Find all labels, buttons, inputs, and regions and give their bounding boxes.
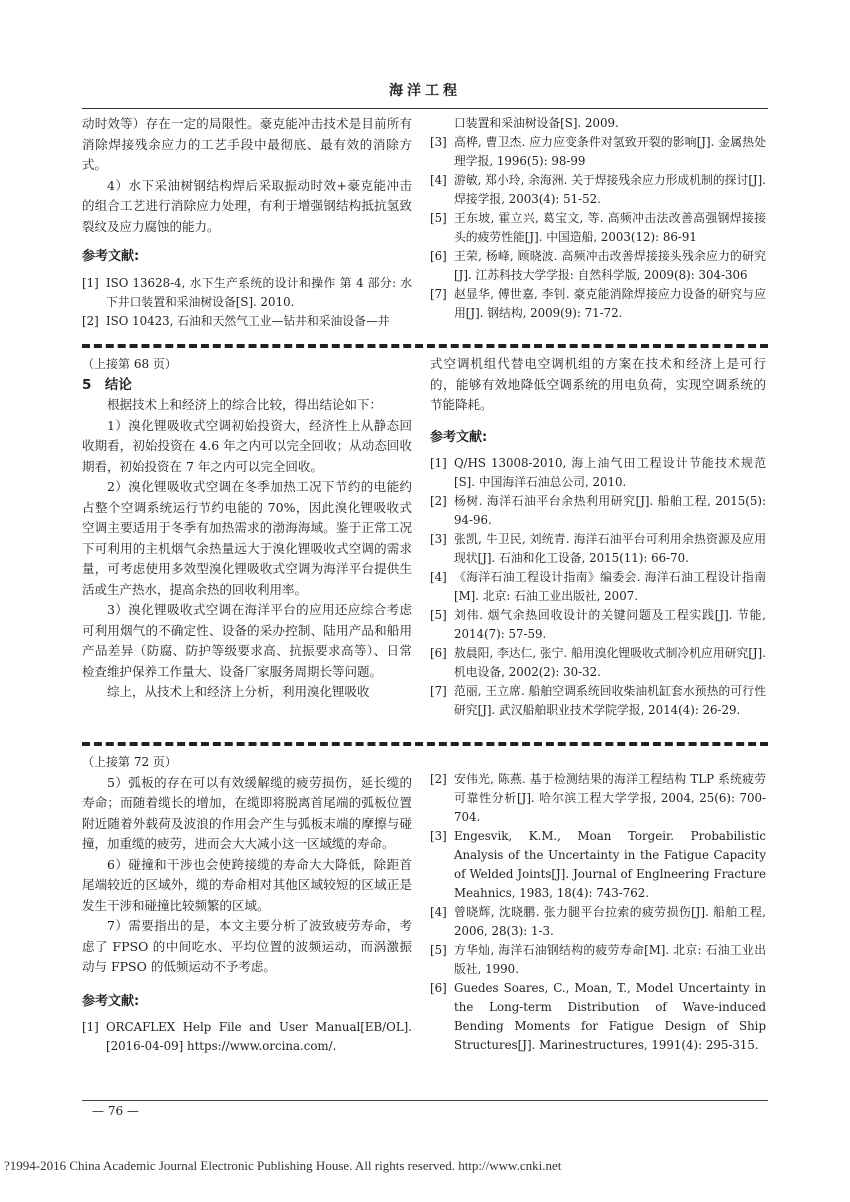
block1-right-refs — [430, 114, 766, 323]
reference-item — [430, 454, 766, 492]
reference-number: [6] — [430, 249, 447, 263]
reference-number: [2] — [82, 313, 99, 328]
reference-number: [5] — [430, 608, 447, 622]
block3-refs-title: 参考文献: — [82, 993, 140, 1009]
reference-item — [430, 827, 766, 903]
paragraph: 4）水下采油树钢结构焊后采取振动时效+豪克能冲击的组合工艺进行消除应力处理，有利于增强钢结构抵抗氢致裂纹及应力腐蚀的能力。 — [82, 177, 412, 234]
reference-text: 安伟光, 陈燕. 基于检测结果的海洋工程结构 TLP 系统疲劳可靠性分析[J]. 哈尔滨工程大学学报, 2004, 25(6): 700-704. — [454, 772, 766, 824]
reference-number: [5] — [430, 943, 447, 957]
block2-left-column — [82, 354, 412, 703]
reference-text: 游敏, 郑小玲, 余海洲. 关于焊接残余应力形成机制的探讨[J]. 焊接学报, 2003(4): 51-52. — [454, 173, 766, 206]
reference-text: 赵显华, 傅世嘉, 李钊. 豪克能消除焊接应力设备的研究与应用[J]. 钢结构, 2009(9): 71-72. — [454, 287, 766, 320]
reference-text: ISO 10423, 石油和天然气工业—钻井和采油设备—井 — [106, 313, 390, 328]
block1-left-column — [82, 114, 412, 331]
block3-right-refs — [430, 770, 766, 1055]
reference-item — [82, 1018, 412, 1056]
footer-rule — [82, 1100, 768, 1101]
reference-item — [430, 644, 766, 682]
reference-item — [430, 209, 766, 247]
paragraph: 7）需要指出的是，本文主要分析了波致疲劳寿命，考虑了 FPSO 的中间吃水、平均位置的波频运动，而涡激振动与 FPSO 的低频运动不予考虑。 — [82, 918, 412, 974]
reference-number: [6] — [430, 646, 447, 660]
continued-note-72: （上接第 72 页） — [82, 755, 177, 769]
reference-item — [430, 979, 766, 1055]
reference-text: 曾晓辉, 沈晓鹏. 张力腿平台拉索的疲劳损伤[J]. 船舶工程, 2006, 28(3): 1-3. — [454, 905, 766, 938]
reference-text: Engesvik, K.M., Moan Torgeir. Probabilistic Analysis of the Uncertainty in the Fatigue Capacity of Welded Joints[J]. Journal of Englneering Fracture Meahnics, 1983, 18(4): 743-762. — [454, 829, 766, 900]
block3-left-column — [82, 752, 412, 1056]
reference-item — [430, 530, 766, 568]
block3-right-column — [430, 770, 766, 1055]
reference-number: [1] — [82, 275, 99, 290]
block1-left-refs — [82, 274, 412, 331]
paragraph: 综上，从技术上和经济上分析，利用溴化锂吸收 — [107, 684, 370, 699]
reference-item — [430, 568, 766, 606]
block2-right-column — [430, 354, 766, 720]
block2-refs-title: 参考文献: — [430, 429, 488, 445]
reference-item — [430, 492, 766, 530]
reference-item — [430, 114, 766, 133]
paragraph: 动时效等）存在一定的局限性。豪克能冲击技术是目前所有消除焊接残余应力的工艺手段中最彻底、最有效的消除方式。 — [82, 116, 412, 172]
reference-number: [2] — [430, 772, 447, 786]
reference-text: 杨树. 海洋石油平台余热利用研究[J]. 船舶工程, 2015(5): 94-96. — [454, 494, 766, 527]
paragraph: 2）溴化锂吸收式空调在冬季加热工况下节约的电能约占整个空调系统运行节约电能的 70%，因此溴化锂吸收式空调主要适用于冬季有加热需求的渤海海域。鉴于正常工况下可利用的主机烟气余热量远大于溴化锂吸收式空调的需求量，可考虑使用多效型溴化锂吸收式空调为海洋平台提供生活或生产热水，提高余热的回收利用率。 — [82, 479, 412, 597]
reference-text: ISO 13628-4, 水下生产系统的设计和操作 第 4 部分: 水下井口装置和采油树设备[S]. 2010. — [106, 275, 412, 309]
reference-number: [3] — [430, 135, 447, 149]
section-divider-2 — [82, 742, 768, 746]
reference-number: [7] — [430, 684, 447, 698]
reference-number — [430, 114, 454, 133]
reference-text: 刘伟. 烟气余热回收设计的关键问题及工程实践[J]. 节能, 2014(7): 57-59. — [454, 608, 766, 641]
reference-number: [1] — [430, 456, 447, 470]
reference-number: [4] — [430, 173, 447, 187]
block2-right-refs — [430, 454, 766, 720]
reference-number: [3] — [430, 829, 447, 843]
page-number: — 76 — — [92, 1104, 139, 1118]
reference-text: 敖晨阳, 李达仁, 张宁. 船用溴化锂吸收式制冷机应用研究[J]. 机电设备, 2002(2): 30-32. — [454, 646, 766, 679]
block1-left-paras — [82, 114, 412, 237]
paragraph: 5）弧板的存在可以有效缓解缆的疲劳损伤，延长缆的寿命；而随着缆长的增加，在缆即将脱离首尾端的弧板位置附近随着外载荷及波浪的作用会产生与弧板末端的摩擦与碰撞，加重缆的疲劳，进而会大大减小这一区域缆的寿命。 — [82, 774, 412, 851]
continued-note-68: （上接第 68 页） — [82, 357, 177, 371]
reference-item — [430, 903, 766, 941]
copyright-notice: ?1994-2016 China Academic Journal Electronic Publishing House. All rights reserved. http://www.cnki.net — [4, 1158, 562, 1173]
reference-item — [430, 682, 766, 720]
block1-right-column — [430, 114, 766, 323]
reference-text: 方华灿, 海洋石油钢结构的疲劳寿命[M]. 北京: 石油工业出版社, 1990. — [454, 943, 766, 976]
reference-text: Guedes Soares, C., Moan, T., Model Uncertainty in the Long-term Distribution of Wave-induced Bending Moments for Fatigue Design of Ship Structures[J]. Marinestructures, 1991(4): 295-315. — [454, 981, 766, 1052]
reference-number: [4] — [430, 905, 447, 919]
reference-text: 范丽, 王立席. 船舶空调系统回收柴油机缸套水预热的可行性研究[J]. 武汉船舶职业技术学院学报, 2014(4): 26-29. — [454, 684, 766, 717]
reference-text: Q/HS 13008-2010, 海上油气田工程设计节能技术规范[S]. 中国海洋石油总公司, 2010. — [454, 456, 766, 489]
reference-number: [6] — [430, 981, 447, 995]
reference-item — [430, 171, 766, 209]
block3-left-paras — [82, 773, 412, 978]
reference-item — [430, 133, 766, 171]
paragraph: 1）溴化锂吸收式空调初始投资大，经济性上从静态回收期看，初始投资在 4.6 年之内可以完全回收；从动态回收期看，初始投资在 7 年之内可以完全回收。 — [82, 417, 412, 474]
reference-number: [1] — [82, 1020, 99, 1034]
reference-text: 王荣, 杨峰, 顾晓波. 高频冲击改善焊接接头残余应力的研究[J]. 江苏科技大学学报: 自然科学版, 2009(8): 304-306 — [454, 249, 766, 282]
paragraph: 6）碰撞和干涉也会使跨接缆的寿命大大降低，除距首尾端较近的区域外，缆的寿命相对其他区域较短的区域正是发生干涉和碰撞比较频繁的区域。 — [82, 856, 412, 913]
reference-text: ORCAFLEX Help File and User Manual[EB/OL]. [2016-04-09] https://www.orcina.com/. — [106, 1020, 412, 1053]
reference-number: [3] — [430, 532, 447, 546]
reference-number: [7] — [430, 287, 447, 301]
reference-item — [82, 312, 412, 331]
reference-text: 《海洋石油工程设计指南》编委会. 海洋石油工程设计指南[M]. 北京: 石油工业出版社, 2007. — [454, 570, 766, 603]
reference-item — [430, 285, 766, 323]
reference-item — [430, 941, 766, 979]
reference-item — [430, 247, 766, 285]
reference-item — [82, 274, 412, 312]
reference-number: [4] — [430, 570, 447, 584]
reference-item — [430, 606, 766, 644]
block2-left-paras — [82, 395, 412, 703]
block1-refs-title: 参考文献: — [82, 249, 140, 264]
reference-text: 口装置和采油树设备[S]. 2009. — [454, 116, 619, 130]
section-divider-1 — [82, 344, 768, 348]
reference-text: 张凯, 牛卫民, 刘统青. 海洋石油平台可利用余热资源及应用现状[J]. 石油和化工设备, 2015(11): 66-70. — [454, 532, 766, 565]
block2-right-para: 式空调机组代替电空调机组的方案在技术和经济上是可行的，能够有效地降低空调系统的用电负荷，实现空调系统的节能降耗。 — [430, 356, 766, 412]
running-header: 海洋工程 — [82, 80, 768, 109]
section-heading-conclusion: 5 结论 — [82, 376, 132, 393]
reference-item — [430, 770, 766, 827]
reference-text: 王东坡, 霍立兴, 葛宝文, 等. 高频冲击法改善高强钢焊接接头的疲劳性能[J]. 中国造船, 2003(12): 86-91 — [454, 211, 766, 244]
reference-number: [2] — [430, 494, 447, 508]
paragraph: 3）溴化锂吸收式空调在海洋平台的应用还应综合考虑可利用烟气的不确定性、设备的采办控制、陆用产品和船用产品差异（防腐、防护等级要求高、抗振要求高等）、日常检查维护保养工作量大、设备厂家服务周期长等问题。 — [82, 602, 412, 679]
block3-left-refs — [82, 1018, 412, 1056]
reference-number: [5] — [430, 211, 447, 225]
paragraph: 根据技术上和经济上的综合比较，得出结论如下： — [107, 397, 383, 412]
reference-text: 高桦, 曹卫杰. 应力应变条件对氢致开裂的影响[J]. 金属热处理学报, 1996(5): 98-99 — [454, 135, 766, 168]
